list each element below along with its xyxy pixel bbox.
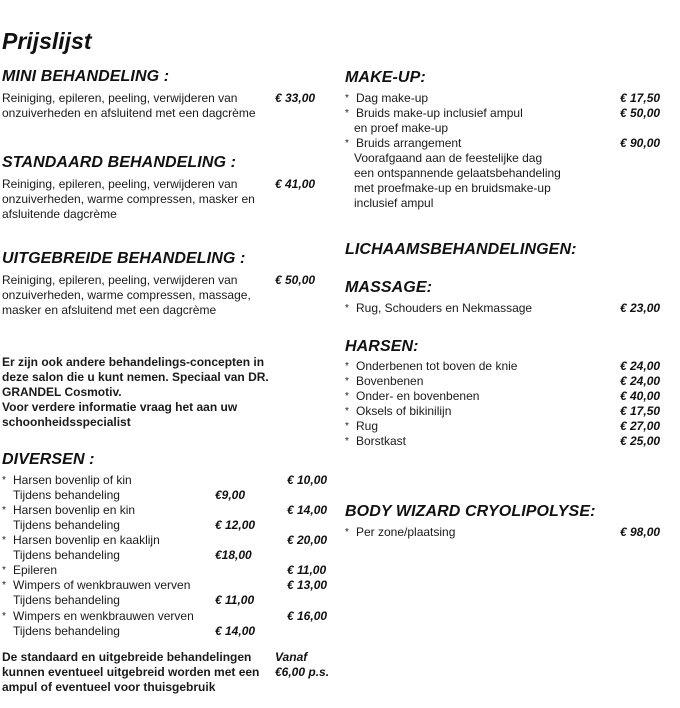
massage-item bbox=[345, 301, 532, 316]
item-label: Harsen bovenlip en kaaklijn bbox=[13, 533, 160, 547]
uitgebreide-heading: UITGEBREIDE BEHANDELING : bbox=[2, 250, 246, 267]
info-line: Er zijn ook andere behandelings-concepten in bbox=[2, 355, 265, 369]
info-text bbox=[2, 355, 269, 430]
item-extra bbox=[354, 151, 561, 211]
item-price: € 24,00 bbox=[620, 359, 661, 373]
standaard-price: € 41,00 bbox=[275, 177, 316, 191]
mini-heading: MINI BEHANDELING : bbox=[2, 68, 170, 85]
bullet-icon: * bbox=[345, 376, 349, 387]
bullet-icon: * bbox=[345, 527, 349, 538]
standaard-description bbox=[2, 177, 255, 222]
info-line: deze salon die u kunt nemen. Speciaal van DR. bbox=[2, 370, 269, 384]
desc-line: onzuiverheden en afsluitend met een dagcrème bbox=[2, 106, 256, 120]
diversen-item bbox=[2, 609, 194, 624]
makeup-heading: MAKE-UP: bbox=[345, 69, 426, 86]
item-label: Dag make-up bbox=[356, 91, 429, 105]
mini-price: € 33,00 bbox=[275, 91, 316, 105]
item-price: € 23,00 bbox=[620, 301, 661, 315]
sub-price: €18,00 bbox=[215, 548, 252, 562]
uitgebreide-price: € 50,00 bbox=[275, 273, 316, 287]
item-label: Harsen bovenlip en kin bbox=[13, 503, 136, 517]
bullet-icon: * bbox=[2, 611, 6, 622]
item-label: Harsen bovenlip of kin bbox=[13, 473, 132, 487]
cryo-item bbox=[345, 525, 455, 540]
sub-price: €9,00 bbox=[215, 488, 246, 502]
bullet-icon: * bbox=[345, 303, 349, 314]
mini-description bbox=[2, 91, 256, 121]
page-title: Prijslijst bbox=[2, 28, 92, 54]
extra-line: een ontspannende gelaatsbehandeling bbox=[354, 166, 561, 180]
item-price: € 13,00 bbox=[287, 578, 328, 592]
bullet-icon: * bbox=[2, 580, 6, 591]
extra-line: Voorafgaand aan de feestelijke dag bbox=[354, 151, 543, 165]
item-price: € 27,00 bbox=[620, 419, 661, 433]
info-line: Voor verdere informatie vraag het aan uw bbox=[2, 400, 238, 414]
footer-price-line: Vanaf bbox=[275, 650, 308, 664]
extra-line: met proefmake-up en bruidsmake-up bbox=[354, 181, 551, 195]
diversen-item bbox=[2, 563, 57, 578]
sub-label: Tijdens behandeling bbox=[13, 518, 120, 532]
item-price: € 14,00 bbox=[287, 503, 328, 517]
harsen-item bbox=[345, 419, 378, 434]
sub-label: Tijdens behandeling bbox=[13, 548, 120, 562]
bullet-icon: * bbox=[345, 421, 349, 432]
sub-label: Tijdens behandeling bbox=[13, 624, 120, 638]
footer-line: De standaard en uitgebreide behandelingen bbox=[2, 650, 252, 664]
harsen-item bbox=[345, 434, 406, 449]
item-price: € 25,00 bbox=[620, 434, 661, 448]
item-price: € 20,00 bbox=[287, 533, 328, 547]
bullet-icon: * bbox=[2, 535, 6, 546]
item-label: Borstkast bbox=[356, 434, 407, 448]
item-price: € 24,00 bbox=[620, 374, 661, 388]
item-extra: en proef make-up bbox=[354, 121, 449, 135]
uitgebreide-description bbox=[2, 273, 251, 318]
info-line: schoonheidsspecialist bbox=[2, 415, 131, 429]
desc-line: Reiniging, epileren, peeling, verwijderen van bbox=[2, 273, 238, 287]
diversen-heading: DIVERSEN : bbox=[2, 451, 95, 468]
item-price: € 17,50 bbox=[620, 91, 661, 105]
item-label: Onder- en bovenbenen bbox=[356, 389, 480, 403]
bullet-icon: * bbox=[345, 108, 349, 119]
bullet-icon: * bbox=[345, 406, 349, 417]
footer-price bbox=[275, 650, 329, 680]
harsen-heading: HARSEN: bbox=[345, 338, 419, 355]
bullet-icon: * bbox=[345, 436, 349, 447]
standaard-heading: STANDAARD BEHANDELING : bbox=[2, 154, 236, 171]
footer-line: kunnen eventueel uitgebreid worden met een bbox=[2, 665, 260, 679]
item-price: € 90,00 bbox=[620, 136, 661, 150]
cryo-heading: BODY WIZARD CRYOLIPOLYSE: bbox=[345, 503, 596, 520]
item-label: Wimpers of wenkbrauwen verven bbox=[13, 578, 191, 592]
item-price: € 16,00 bbox=[287, 609, 328, 623]
item-label: Onderbenen tot boven de knie bbox=[356, 359, 518, 373]
diversen-item bbox=[2, 473, 132, 488]
item-label: Rug bbox=[356, 419, 379, 433]
lichaam-heading: LICHAAMSBEHANDELINGEN: bbox=[345, 241, 577, 258]
diversen-item bbox=[2, 578, 190, 593]
item-label: Wimpers en wenkbrauwen verven bbox=[13, 609, 194, 623]
bullet-icon: * bbox=[345, 391, 349, 402]
item-label: Per zone/plaatsing bbox=[356, 525, 456, 539]
bullet-icon: * bbox=[2, 475, 6, 486]
makeup-item bbox=[345, 91, 428, 106]
desc-line: Reiniging, epileren, peeling, verwijderen van bbox=[2, 91, 238, 105]
item-label: Rug, Schouders en Nekmassage bbox=[356, 301, 533, 315]
makeup-item bbox=[345, 136, 461, 151]
bullet-icon: * bbox=[2, 505, 6, 516]
footer-line: ampul of eventueel voor thuisgebruik bbox=[2, 680, 216, 694]
item-price: € 98,00 bbox=[620, 525, 661, 539]
footer-note bbox=[2, 650, 259, 695]
item-label: Epileren bbox=[13, 563, 58, 577]
harsen-item bbox=[345, 374, 423, 389]
desc-line: afsluitende dagcrème bbox=[2, 207, 117, 221]
massage-heading: MASSAGE: bbox=[345, 279, 433, 296]
info-line: GRANDEL Cosmotiv. bbox=[2, 385, 122, 399]
harsen-item bbox=[345, 359, 517, 374]
sub-price: € 12,00 bbox=[215, 518, 256, 532]
extra-line: inclusief ampul bbox=[354, 196, 434, 210]
desc-line: masker en afsluitend met een dagcrème bbox=[2, 303, 217, 317]
harsen-item bbox=[345, 389, 479, 404]
bullet-icon: * bbox=[345, 361, 349, 372]
bullet-icon: * bbox=[345, 93, 349, 104]
desc-line: onzuiverheden, warme compressen, masker en bbox=[2, 192, 255, 206]
bullet-icon: * bbox=[2, 565, 6, 576]
item-label: Bruids arrangement bbox=[356, 136, 462, 150]
sub-price: € 14,00 bbox=[215, 624, 256, 638]
item-label: Oksels of bikinilijn bbox=[356, 404, 452, 418]
footer-price-line: €6,00 p.s. bbox=[275, 665, 330, 679]
item-price: € 50,00 bbox=[620, 106, 661, 120]
sub-label: Tijdens behandeling bbox=[13, 593, 120, 607]
item-price: € 11,00 bbox=[287, 563, 327, 577]
item-label: Bruids make-up inclusief ampul bbox=[356, 106, 523, 120]
desc-line: onzuiverheden, warme compressen, massage, bbox=[2, 288, 251, 302]
makeup-item bbox=[345, 106, 523, 121]
desc-line: Reiniging, epileren, peeling, verwijderen van bbox=[2, 177, 238, 191]
harsen-item bbox=[345, 404, 451, 419]
item-price: € 17,50 bbox=[620, 404, 661, 418]
sub-label: Tijdens behandeling bbox=[13, 488, 120, 502]
diversen-item bbox=[2, 503, 135, 518]
item-label: Bovenbenen bbox=[356, 374, 424, 388]
item-price: € 40,00 bbox=[620, 389, 661, 403]
item-price: € 10,00 bbox=[287, 473, 328, 487]
diversen-item bbox=[2, 533, 160, 548]
bullet-icon: * bbox=[345, 138, 349, 149]
sub-price: € 11,00 bbox=[215, 593, 255, 607]
